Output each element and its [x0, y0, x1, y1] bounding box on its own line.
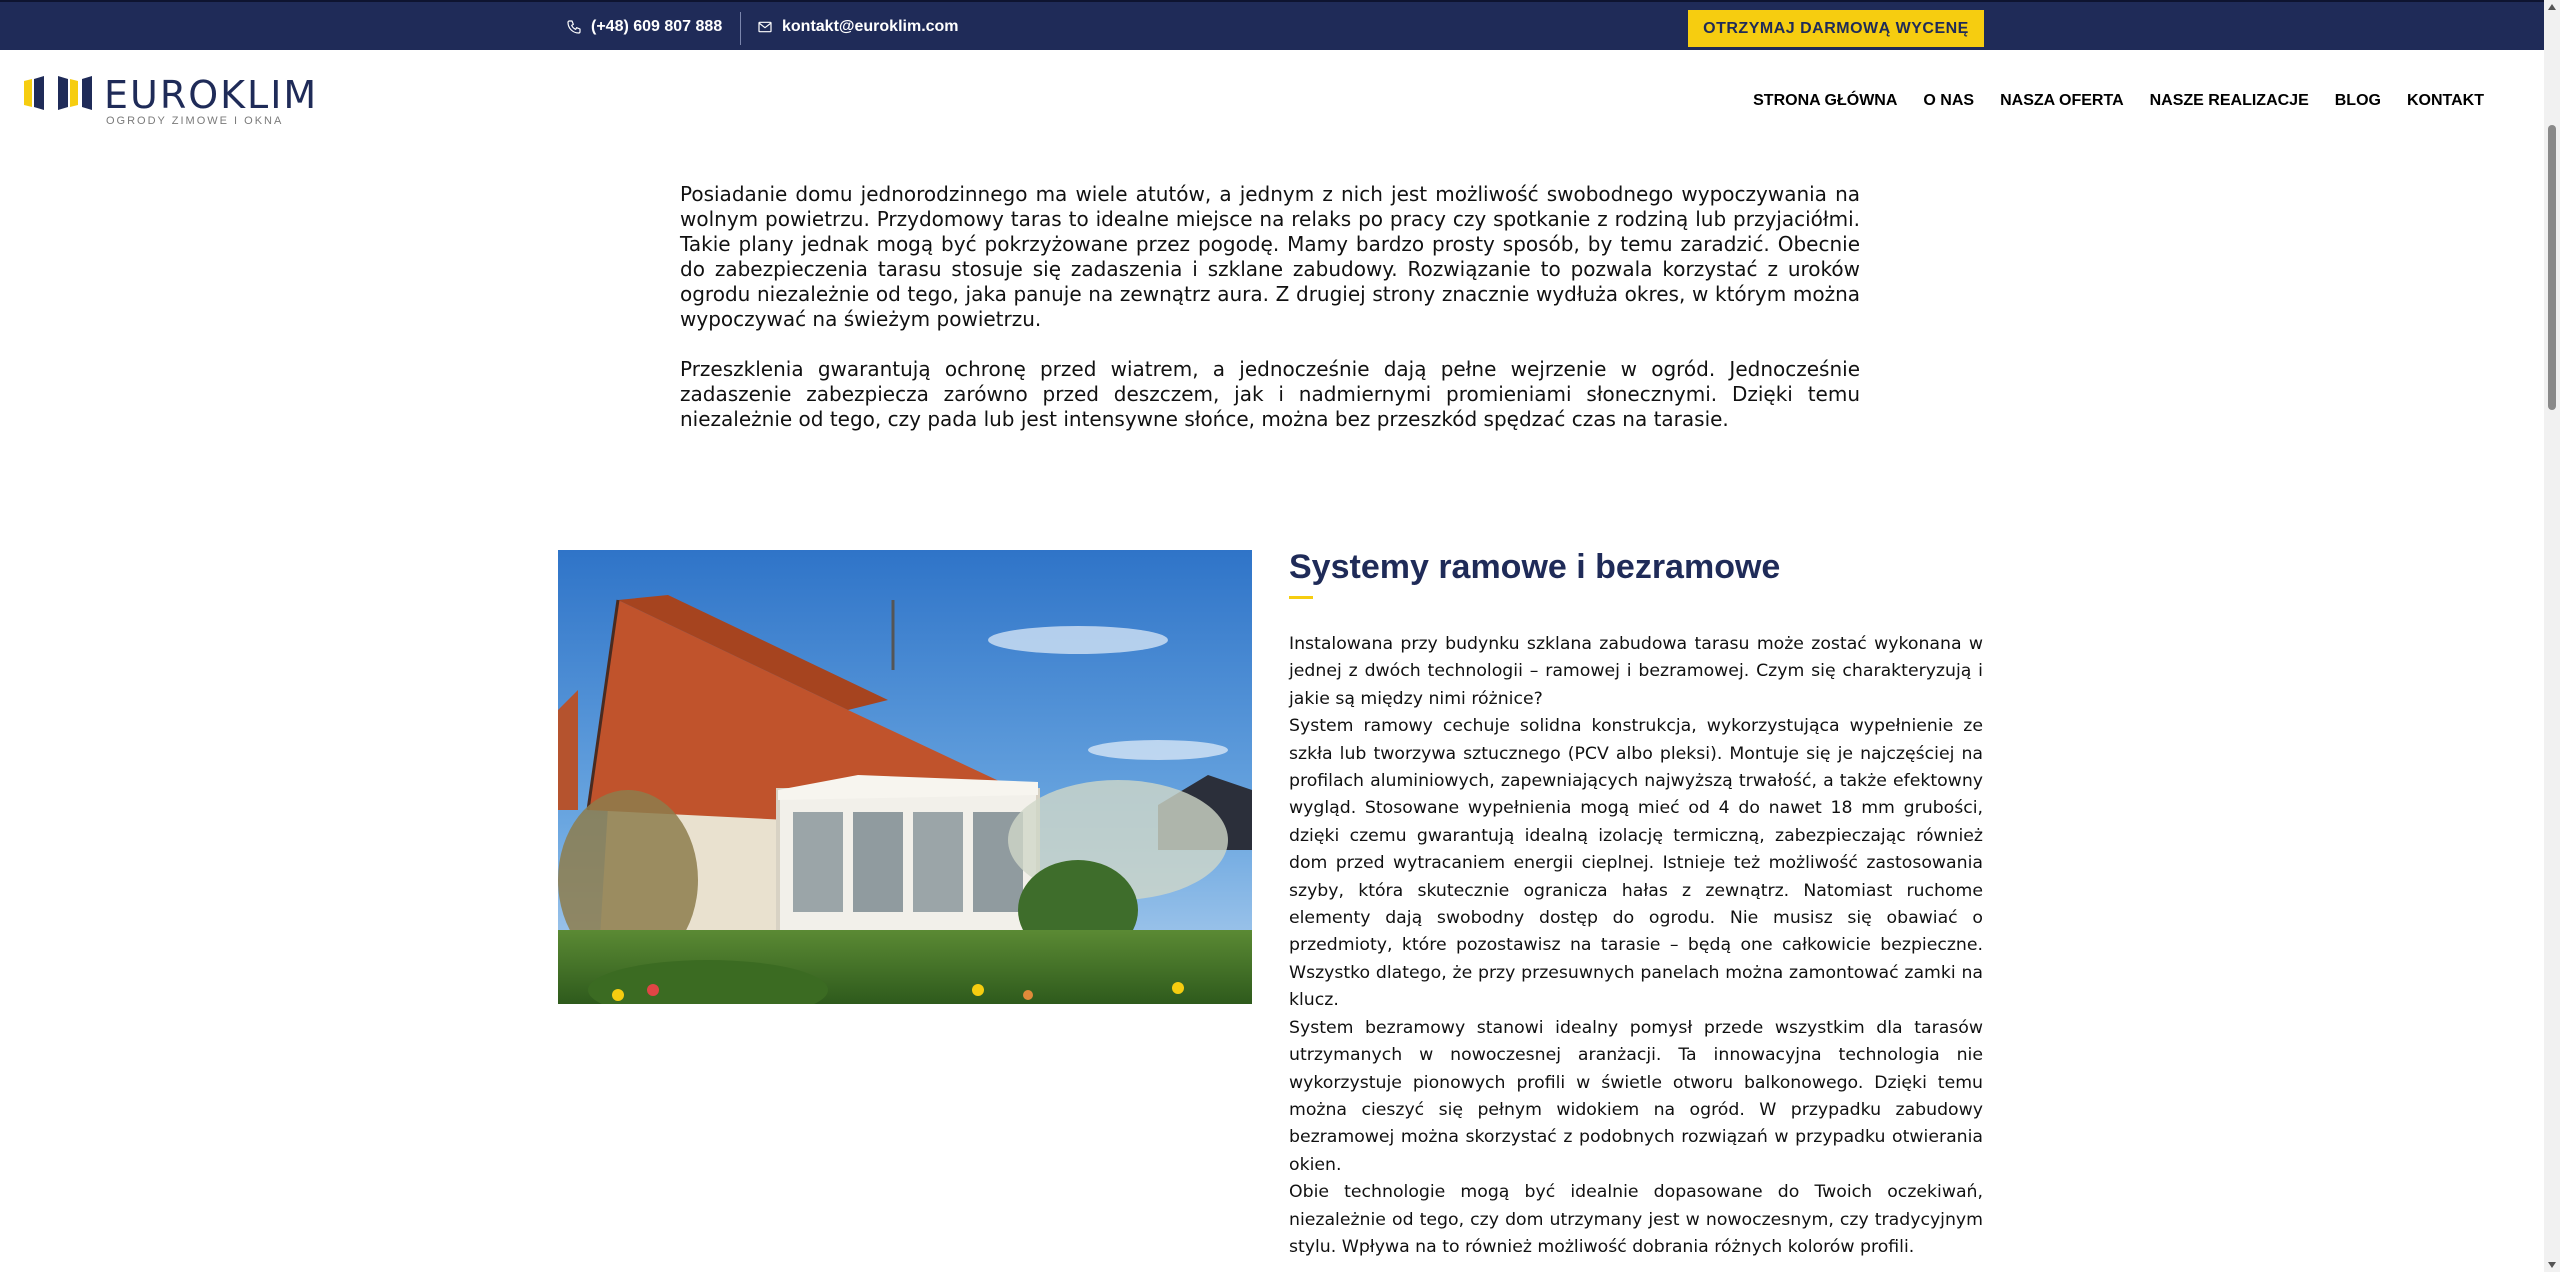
logo-name: EUROKLIM — [104, 73, 319, 117]
nav-item-contact[interactable]: KONTAKT — [2406, 92, 2484, 109]
house-illustration — [558, 550, 1252, 1004]
free-quote-button[interactable]: OTRZYMAJ DARMOWĄ WYCENĘ — [1688, 10, 1984, 47]
nav-item-realizations[interactable]: NASZE REALIZACJE — [2149, 92, 2309, 109]
top-contact-bar — [0, 0, 2544, 50]
main-navigation — [1727, 92, 2484, 110]
logo[interactable] — [24, 70, 319, 130]
email-link[interactable] — [757, 2, 959, 52]
phone-link[interactable] — [566, 2, 722, 52]
scroll-down-icon[interactable] — [2548, 1262, 2556, 1268]
section-title: Systemy ramowe i bezramowe — [1289, 548, 1781, 586]
scrollbar-thumb[interactable] — [2548, 125, 2556, 410]
intro-text — [680, 182, 1860, 457]
section-paragraph: Instalowana przy budynku szklana zabudowa tarasu może zostać wykonana w jednej z dwóch technologii – ramowej i bezramowej. Czym się charakteryzują i jakie są między nimi różnice? — [1289, 634, 1983, 709]
intro-paragraph: Przeszklenia gwarantują ochronę przed wiatrem, a jednocześnie dają pełne wejrzenie w ogród. Jednocześnie zadaszenie zabezpiecza zarówno przed deszczem, jak i nadmiernymi promieniami słonecznymi. Dzięki temu niezależnie od tego, czy pada lub jest intensywne słońce, można bez przeszkód spędzać czas na tarasie. — [680, 357, 1860, 431]
intro-paragraph: Posiadanie domu jednorodzinnego ma wiele atutów, a jednym z nich jest możliwość swobodnego wypoczywania na wolnym powietrzu. Przydomowy taras to idealne miejsce na relaks po pracy czy spotkanie z rodziną lub przyjaciółmi. Takie plany jednak mogą być pokrzyżowane przez pogodę. Mamy bardzo prosty sposób, by temu zaradzić. Obecnie do zabezpieczenia tarasu stosuje się zadaszenia i szklane zabudowy. Rozwiązanie to pozwala korzystać z uroków ogrodu niezależnie od tego, jaka panuje na zewnątrz aura. Z drugiej strony znacznie wydłuża okres, w którym można wypoczywać na świeżym powietrzu. — [680, 182, 1860, 331]
logo-mark-icon — [24, 73, 94, 113]
mail-icon — [757, 19, 773, 35]
phone-number: (+48) 609 807 888 — [591, 18, 723, 35]
phone-icon — [566, 19, 582, 35]
nav-item-offer[interactable]: NASZA OFERTA — [2000, 92, 2124, 109]
page-scrollbar[interactable] — [2544, 0, 2560, 1272]
topbar-divider — [740, 12, 741, 45]
section-paragraph: System bezramowy stanowi idealny pomysł przede wszystkim dla tarasów utrzymanych w nowoczesnej aranżacji. Ta innowacyjna technologia nie wykorzystuje pionowych profili w świetle otworu balkonowego. Dzięki temu można cieszyć się pełnym widokiem na ogród. W przypadku zabudowy bezramowej można skorzystać z podobnych rozwiązań w przypadku otwierania okien. — [1289, 1017, 1983, 1175]
nav-item-blog[interactable]: BLOG — [2334, 92, 2381, 109]
title-underline — [1289, 596, 1313, 599]
conservatory-photo — [558, 550, 1252, 1004]
nav-item-about[interactable]: O NAS — [1923, 92, 1975, 109]
email-address: kontakt@euroklim.com — [782, 18, 959, 35]
nav-item-home[interactable]: STRONA GŁÓWNA — [1753, 92, 1898, 109]
section-body — [1289, 631, 1983, 1261]
scroll-up-icon[interactable] — [2548, 4, 2556, 10]
section-paragraph: System ramowy cechuje solidna konstrukcja, wykorzystująca wypełnienie ze szkła lub tworzywa sztucznego (PCV albo pleksi). Montuje się je najczęściej na profilach aluminiowych, zapewniających najwyższą trwałość, a także efektowny wygląd. Stosowane wypełnienia mogą mieć od 4 do nawet 18 mm grubości, dzięki czemu gwarantują idealną izolację termiczną, zabezpieczając również dom przed wytracaniem energii cieplnej. Istnieje też możliwość zastosowania szyby, która skutecznie ogranicza hałas z zewnątrz. Natomiast ruchome elementy dają swobodny dostęp do ogrodu. Nie musisz się obawiać o przedmioty, które pozostawisz na tarasie – będą one całkowicie bezpieczne. Wszystko dlatego, że przy przesuwnych panelach można zamontować zamki na klucz. — [1289, 716, 1983, 1011]
section-paragraph: Obie technologie mogą być idealnie dopasowane do Twoich oczekiwań, niezależnie od tego, czy dom utrzymany jest w nowoczesnym, czy tradycyjnym stylu. Wpływa na to również możliwość dobrania różnych kolorów profili. — [1289, 1182, 1983, 1257]
logo-tagline: OGRODY ZIMOWE I OKNA — [106, 115, 284, 127]
